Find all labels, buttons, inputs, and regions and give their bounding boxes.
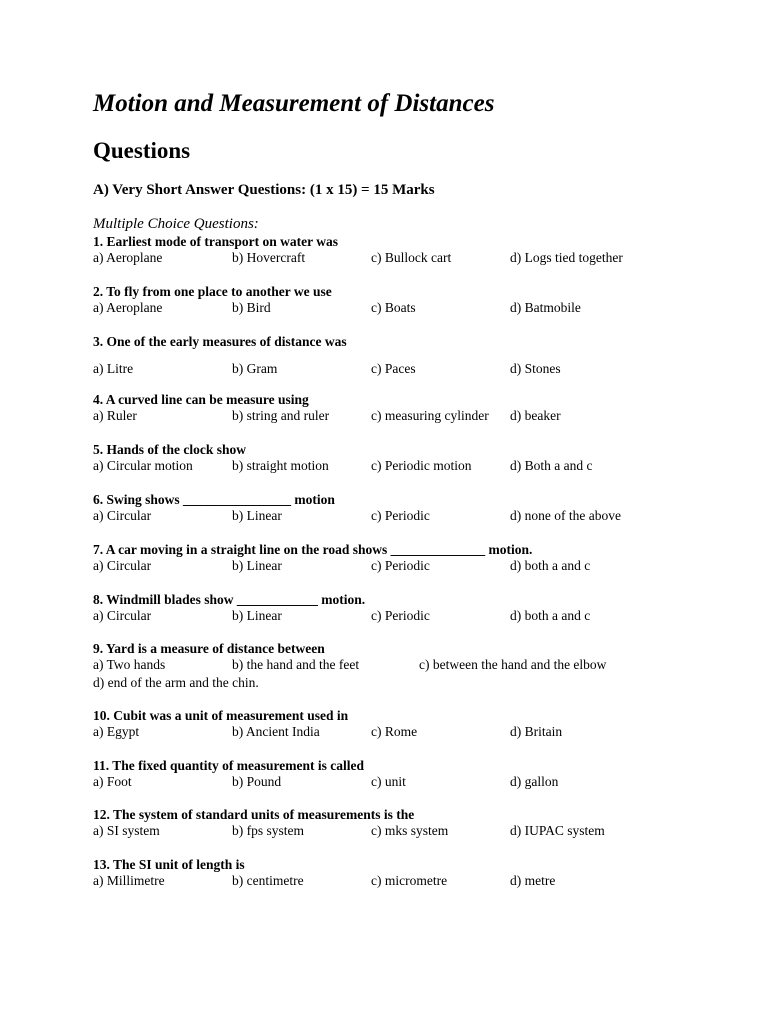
option-d: d) IUPAC system [510, 823, 605, 838]
option-a: a) Foot [93, 774, 132, 789]
question-text: 12. The system of standard units of measurements is the [93, 807, 415, 822]
option-a: a) Circular [93, 508, 152, 523]
question-text: 10. Cubit was a unit of measurement used in [93, 708, 349, 723]
option-d: d) both a and c [510, 608, 591, 623]
option-b: b) straight motion [232, 458, 329, 473]
questions-heading: Questions [93, 138, 191, 163]
option-a: a) Litre [93, 361, 134, 376]
option-c: c) Paces [371, 361, 416, 376]
option-b: b) Linear [232, 508, 282, 523]
option-a: a) Aeroplane [93, 250, 163, 265]
option-a: a) Ruler [93, 408, 137, 423]
option-c: c) Boats [371, 300, 416, 315]
option-b: b) Ancient India [232, 724, 320, 739]
option-d: d) Both a and c [510, 458, 593, 473]
option-b: b) Bird [232, 300, 271, 315]
question-text: 8. Windmill blades show ____________ motion. [93, 592, 366, 607]
question-text: 6. Swing shows ________________ motion [93, 492, 335, 507]
option-d: d) Stones [510, 361, 561, 376]
option-c: c) measuring cylinder [371, 408, 489, 423]
question-text: 11. The fixed quantity of measurement is called [93, 758, 365, 773]
option-b: b) the hand and the feet [232, 657, 360, 672]
option-d: d) Logs tied together [510, 250, 623, 265]
option-c: c) Periodic [371, 508, 430, 523]
option-d: d) none of the above [510, 508, 621, 523]
option-a: a) Millimetre [93, 873, 165, 888]
option-d: d) both a and c [510, 558, 591, 573]
option-b: b) Pound [232, 774, 282, 789]
question-text: 1. Earliest mode of transport on water was [93, 234, 338, 249]
option-c: c) Rome [371, 724, 418, 739]
question-text: 7. A car moving in a straight line on the road shows ______________ motion. [93, 542, 533, 557]
option-c: c) Periodic motion [371, 458, 472, 473]
option-a: a) Aeroplane [93, 300, 163, 315]
option-d: d) gallon [510, 774, 559, 789]
option-a: a) SI system [93, 823, 160, 838]
option-c: c) mks system [371, 823, 449, 838]
option-b: b) Linear [232, 608, 282, 623]
document-title: Motion and Measurement of Distances [93, 90, 495, 117]
option-b: b) Gram [232, 361, 278, 376]
question-text: 2. To fly from one place to another we use [93, 284, 332, 299]
option-d: d) Britain [510, 724, 563, 739]
question-text: 9. Yard is a measure of distance between [93, 641, 325, 656]
option-b: b) fps system [232, 823, 304, 838]
option-b: b) string and ruler [232, 408, 330, 423]
option-c: c) between the hand and the elbow [419, 657, 607, 672]
option-a: a) Circular [93, 558, 152, 573]
option-d: d) beaker [510, 408, 561, 423]
option-b: b) Linear [232, 558, 282, 573]
option-d: d) metre [510, 873, 556, 888]
option-a: a) Circular motion [93, 458, 193, 473]
question-text: 13. The SI unit of length is [93, 857, 245, 872]
section-heading: A) Very Short Answer Questions: (1 x 15) = 15 Marks [93, 182, 435, 198]
option-b: b) centimetre [232, 873, 304, 888]
question-text: 4. A curved line can be measure using [93, 392, 309, 407]
option-d: d) end of the arm and the chin. [93, 675, 259, 690]
mcq-heading: Multiple Choice Questions: [93, 216, 259, 232]
option-a: a) Circular [93, 608, 152, 623]
option-c: c) Bullock cart [371, 250, 452, 265]
option-c: c) micrometre [371, 873, 448, 888]
option-a: a) Egypt [93, 724, 140, 739]
question-text: 5. Hands of the clock show [93, 442, 247, 457]
option-c: c) Periodic [371, 608, 430, 623]
option-d: d) Batmobile [510, 300, 581, 315]
option-c: c) Periodic [371, 558, 430, 573]
question-text: 3. One of the early measures of distance was [93, 334, 347, 349]
option-b: b) Hovercraft [232, 250, 306, 265]
option-a: a) Two hands [93, 657, 166, 672]
option-c: c) unit [371, 774, 406, 789]
